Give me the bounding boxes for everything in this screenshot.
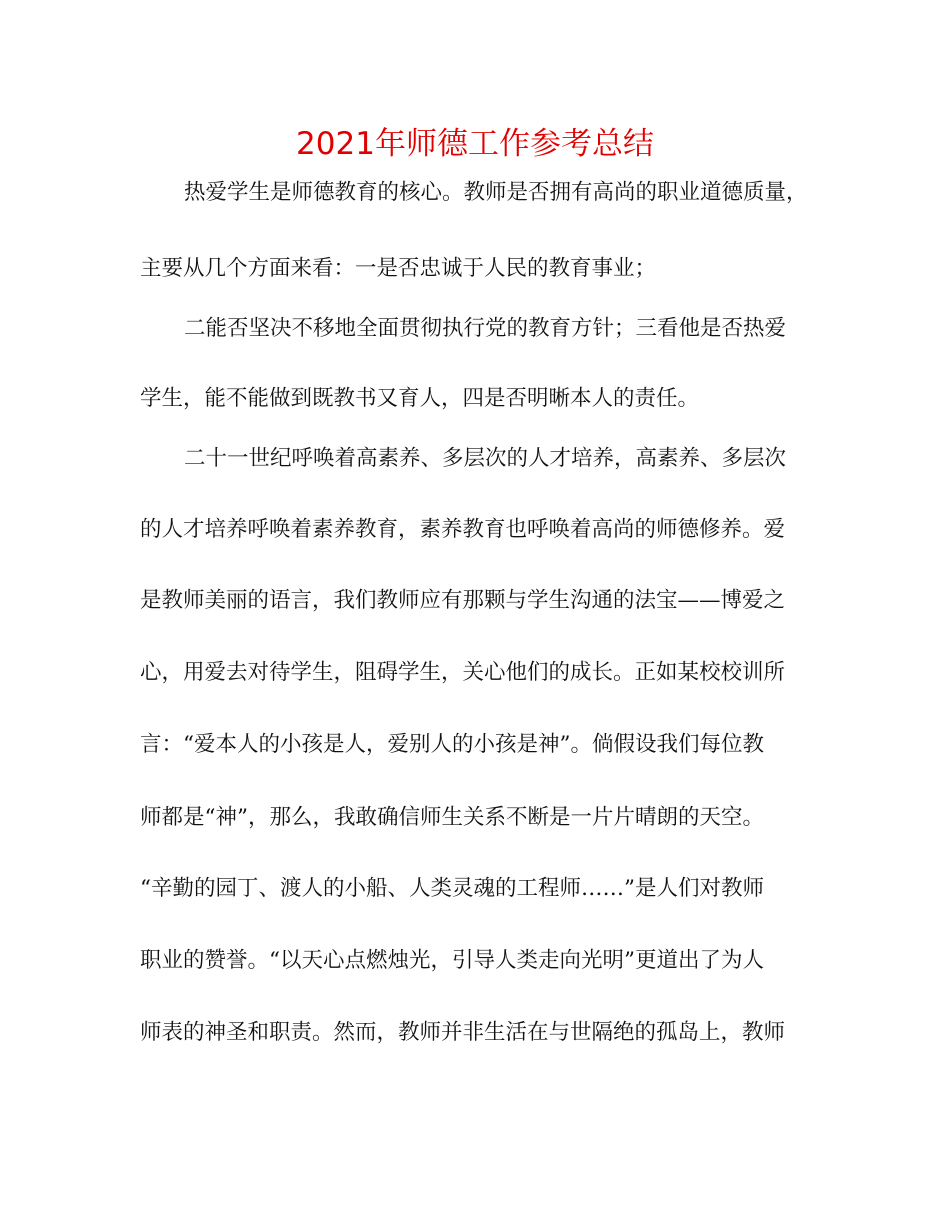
paragraph-line-13: 师表的神圣和职责。然而，教师并非生活在与世隔绝的孤岛上，教师 xyxy=(140,1020,786,1045)
paragraph-line-11: “辛勤的园丁、渡人的小船、人类灵魂的工程师……”是人们对教师 xyxy=(140,876,764,901)
paragraph-line-10: 师都是“神”，那么，我敢确信师生关系不断是一片片晴朗的天空。 xyxy=(140,805,764,830)
paragraph-line-4: 学生，能不能做到既教书又育人，四是否明晰本人的责任。 xyxy=(140,386,700,411)
document-title: 2021年师德工作参考总结 xyxy=(296,126,654,162)
paragraph-line-7: 是教师美丽的语言，我们教师应有那颗与学生沟通的法宝——博爱之 xyxy=(140,588,786,613)
paragraph-line-5: 二十一世纪呼唤着高素养、多层次的人才培养，高素养、多层次 xyxy=(184,446,787,471)
paragraph-line-1: 热爱学生是师德教育的核心。教师是否拥有高尚的职业道德质量， xyxy=(184,180,808,205)
paragraph-line-12: 职业的赞誉。“以天心点燃烛光，引导人类走向光明”更道出了为人 xyxy=(140,948,764,973)
paragraph-line-2: 主要从几个方面来看：一是否忠诚于人民的教育事业； xyxy=(140,256,657,281)
paragraph-line-3: 二能否坚决不移地全面贯彻执行党的教育方针；三看他是否热爱 xyxy=(184,316,787,341)
paragraph-line-8: 心，用爱去对待学生，阻碍学生，关心他们的成长。正如某校校训所 xyxy=(140,660,786,685)
paragraph-line-6: 的人才培养呼唤着素养教育，素养教育也呼唤着高尚的师德修养。爱 xyxy=(140,517,786,542)
paragraph-line-9: 言：“爱本人的小孩是人，爱别人的小孩是神”。倘假设我们每位教 xyxy=(140,732,764,757)
